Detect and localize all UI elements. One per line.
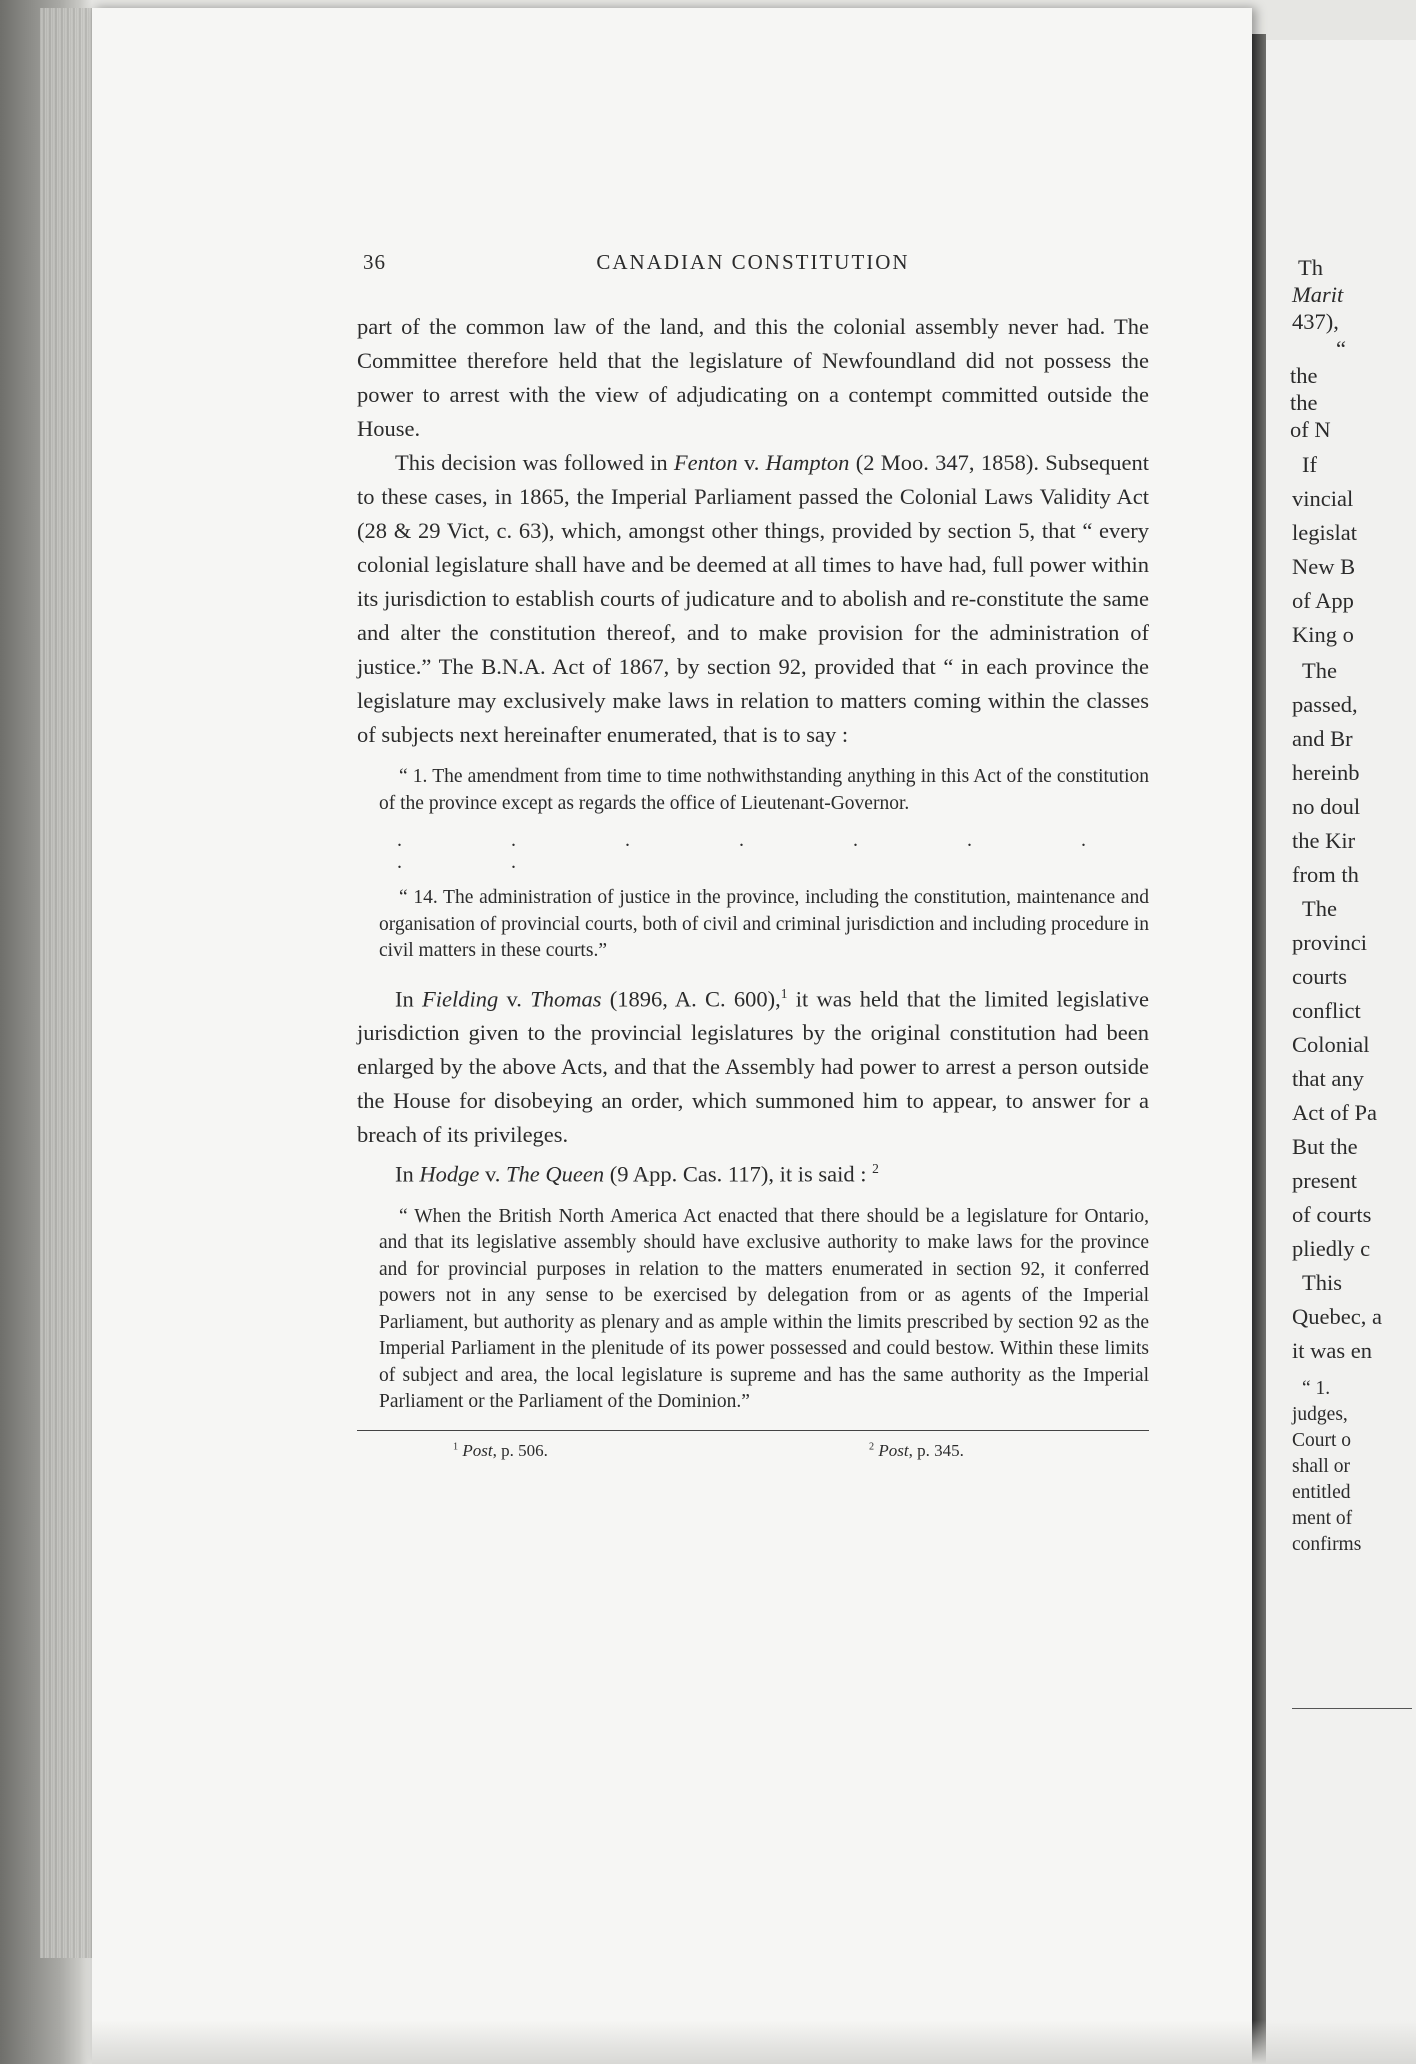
book-gutter	[1252, 34, 1266, 2064]
quote-section-14: “ 14. The administration of justice in the province, including the constitution, maintenance and organisation of provincial courts, both of civil and criminal jurisdiction and including procedure in civil matters in these courts.”	[379, 887, 1149, 961]
right-page-fragment: from th	[1292, 862, 1359, 887]
paragraph-2: This decision was followed in Fenton v. Hampton (2 Moo. 347, 1858). Subsequent to these cases, in 1865, the Imperial Parliament passed the Colonial Laws Validity Act (28 & 29 Vict, c. 63), which, amongst other things, provided by section 5, that “ every colonial legislature shall have and be deemed at all times to have had, full power within its jurisdiction to establish courts of judicature and to abolish and re-constitute the same and alter the constitution thereof, and to make provision for the administration of justice.” The B.N.A. Act of 1867, by section 92, provided that “ in each province the legislature may exclusively make laws in relation to matters coming within the classes of subjects next hereinafter enumerated, that is to say :	[357, 450, 1149, 747]
right-page-fragment: conflict	[1292, 998, 1361, 1023]
right-page-fragment: King o	[1292, 622, 1354, 647]
right-page-fragment: the Kir	[1292, 828, 1356, 853]
right-page-fragment: “	[1336, 336, 1346, 361]
right-page-fragment: the	[1290, 363, 1318, 388]
right-page-fragment: 437),	[1292, 309, 1339, 334]
right-page-fragment: no doul	[1292, 794, 1361, 819]
right-page-fragment: hereinb	[1292, 760, 1360, 785]
case-name-fielding: Fielding	[422, 986, 499, 1011]
right-page-fragment: judges,	[1292, 1404, 1348, 1425]
footnote-1: $^1$ Post, p. 506.	[453, 1440, 548, 1460]
right-page-fragment: of App	[1292, 588, 1354, 613]
right-page-fragment: The	[1302, 896, 1337, 921]
book-page-edges	[40, 8, 98, 1958]
case-name-hodge: Hodge	[419, 1161, 480, 1187]
right-page-fragment: and Br	[1292, 726, 1353, 751]
page-number: 36	[363, 250, 386, 274]
case-name-hampton: Hampton	[765, 450, 850, 475]
right-page-fragment: Marit	[1292, 282, 1344, 307]
right-page-fragment: courts	[1292, 964, 1347, 989]
right-page-fragment: Court o	[1292, 1430, 1352, 1451]
right-page-fragment: But the	[1292, 1134, 1358, 1159]
right-page-footnote-rule	[1292, 1708, 1412, 1709]
footnote-ref-2: 2	[872, 1161, 879, 1176]
right-page-fragment: Colonial	[1292, 1032, 1370, 1057]
page-text-block	[357, 250, 1149, 1471]
right-page-fragment: it was en	[1292, 1338, 1372, 1363]
case-name-queen: The Queen	[506, 1161, 605, 1187]
paragraph-3: In Fielding v. Thomas (1896, A. C. 600),$^1$ it was held that the limited legislative jurisdiction given to the provincial legislatures by the original constitution had been enlarged by the above Acts, and that the Assembly had power to arrest a person outside the House for disobeying an order, which summoned him to appear, to answer for a breach of its privileges.	[357, 985, 1150, 1147]
right-page-fragment: shall or	[1292, 1456, 1350, 1477]
bottom-shadow	[92, 2020, 1416, 2064]
running-head: CANADIAN CONSTITUTION	[596, 250, 910, 274]
right-page-fragment: New B	[1292, 554, 1356, 579]
right-page-fragment: If	[1302, 452, 1317, 477]
footnote-rule	[357, 1430, 1149, 1431]
ellipsis-dots: . . . . . . . . .	[397, 829, 1138, 873]
right-page-fragment: of courts	[1292, 1202, 1372, 1227]
right-page	[1266, 40, 1416, 2064]
right-page-fragment: of N	[1290, 417, 1331, 442]
case-name-thomas: Thomas	[530, 986, 602, 1011]
right-page-fragment: that any	[1292, 1066, 1364, 1091]
right-page-fragment: provinci	[1292, 930, 1367, 955]
paragraph-1: part of the common law of the land, and this the colonial assembly never had. The Committee therefore held that the legislature of Newfoundland did not possess the power to arrest with the view of adjudicating on a contempt committed outside the House.	[357, 314, 1149, 441]
right-page-fragment: entitled	[1292, 1482, 1351, 1503]
right-page-fragment: legislat	[1292, 520, 1357, 545]
footnotes	[357, 1441, 1149, 1471]
paragraph-4: In Hodge v. The Queen (9 App. Cas. 117), it is said : $^2$	[395, 1161, 879, 1187]
right-page-fragment: present	[1292, 1168, 1357, 1193]
right-page-fragment: Th	[1298, 255, 1323, 280]
right-page-fragment: confirms	[1292, 1534, 1362, 1555]
right-page-fragment: This	[1302, 1270, 1343, 1295]
right-page-fragment: ment of	[1292, 1508, 1353, 1529]
right-page-fragment: the	[1290, 390, 1318, 415]
right-page-fragment: vincial	[1292, 486, 1354, 511]
right-page-fragment: The	[1302, 658, 1337, 683]
page-header	[357, 250, 1149, 280]
right-page-fragment: Quebec, a	[1292, 1304, 1382, 1329]
quote-hodge: “ When the British North America Act enacted that there should be a legislature for Ontario, and that its legislative assembly should have exclusive authority to make laws for the province and for provincial purposes in relation to the matters enumerated in section 92, it conferred powers not in any sense to be exercised by delegation from or as agents of the Imperial Parliament, but authority as plenary and as ample within the limits prescribed by section 92 as the Imperial Parliament in the plenitude of its power possessed and could bestow. Within these limits of subject and area, the local legislature is supreme and has the same authority as the Imperial Parliament or the Parliament of the Dominion.”	[379, 1205, 1149, 1412]
quote-section-1: “ 1. The amendment from time to time nothwithstanding anything in this Act of the constitution of the province except as regards the office of Lieutenant-Governor.	[379, 766, 1149, 814]
footnote-ref-1: 1	[780, 985, 788, 1001]
right-page-fragment: passed,	[1292, 692, 1358, 717]
footnote-2: $^2$ Post, p. 345.	[869, 1440, 964, 1460]
case-name-fenton: Fenton	[673, 450, 738, 475]
right-page-fragment: Act of Pa	[1292, 1100, 1377, 1125]
right-page-fragment: pliedly c	[1292, 1236, 1371, 1261]
right-page-fragment: “ 1.	[1302, 1378, 1331, 1399]
